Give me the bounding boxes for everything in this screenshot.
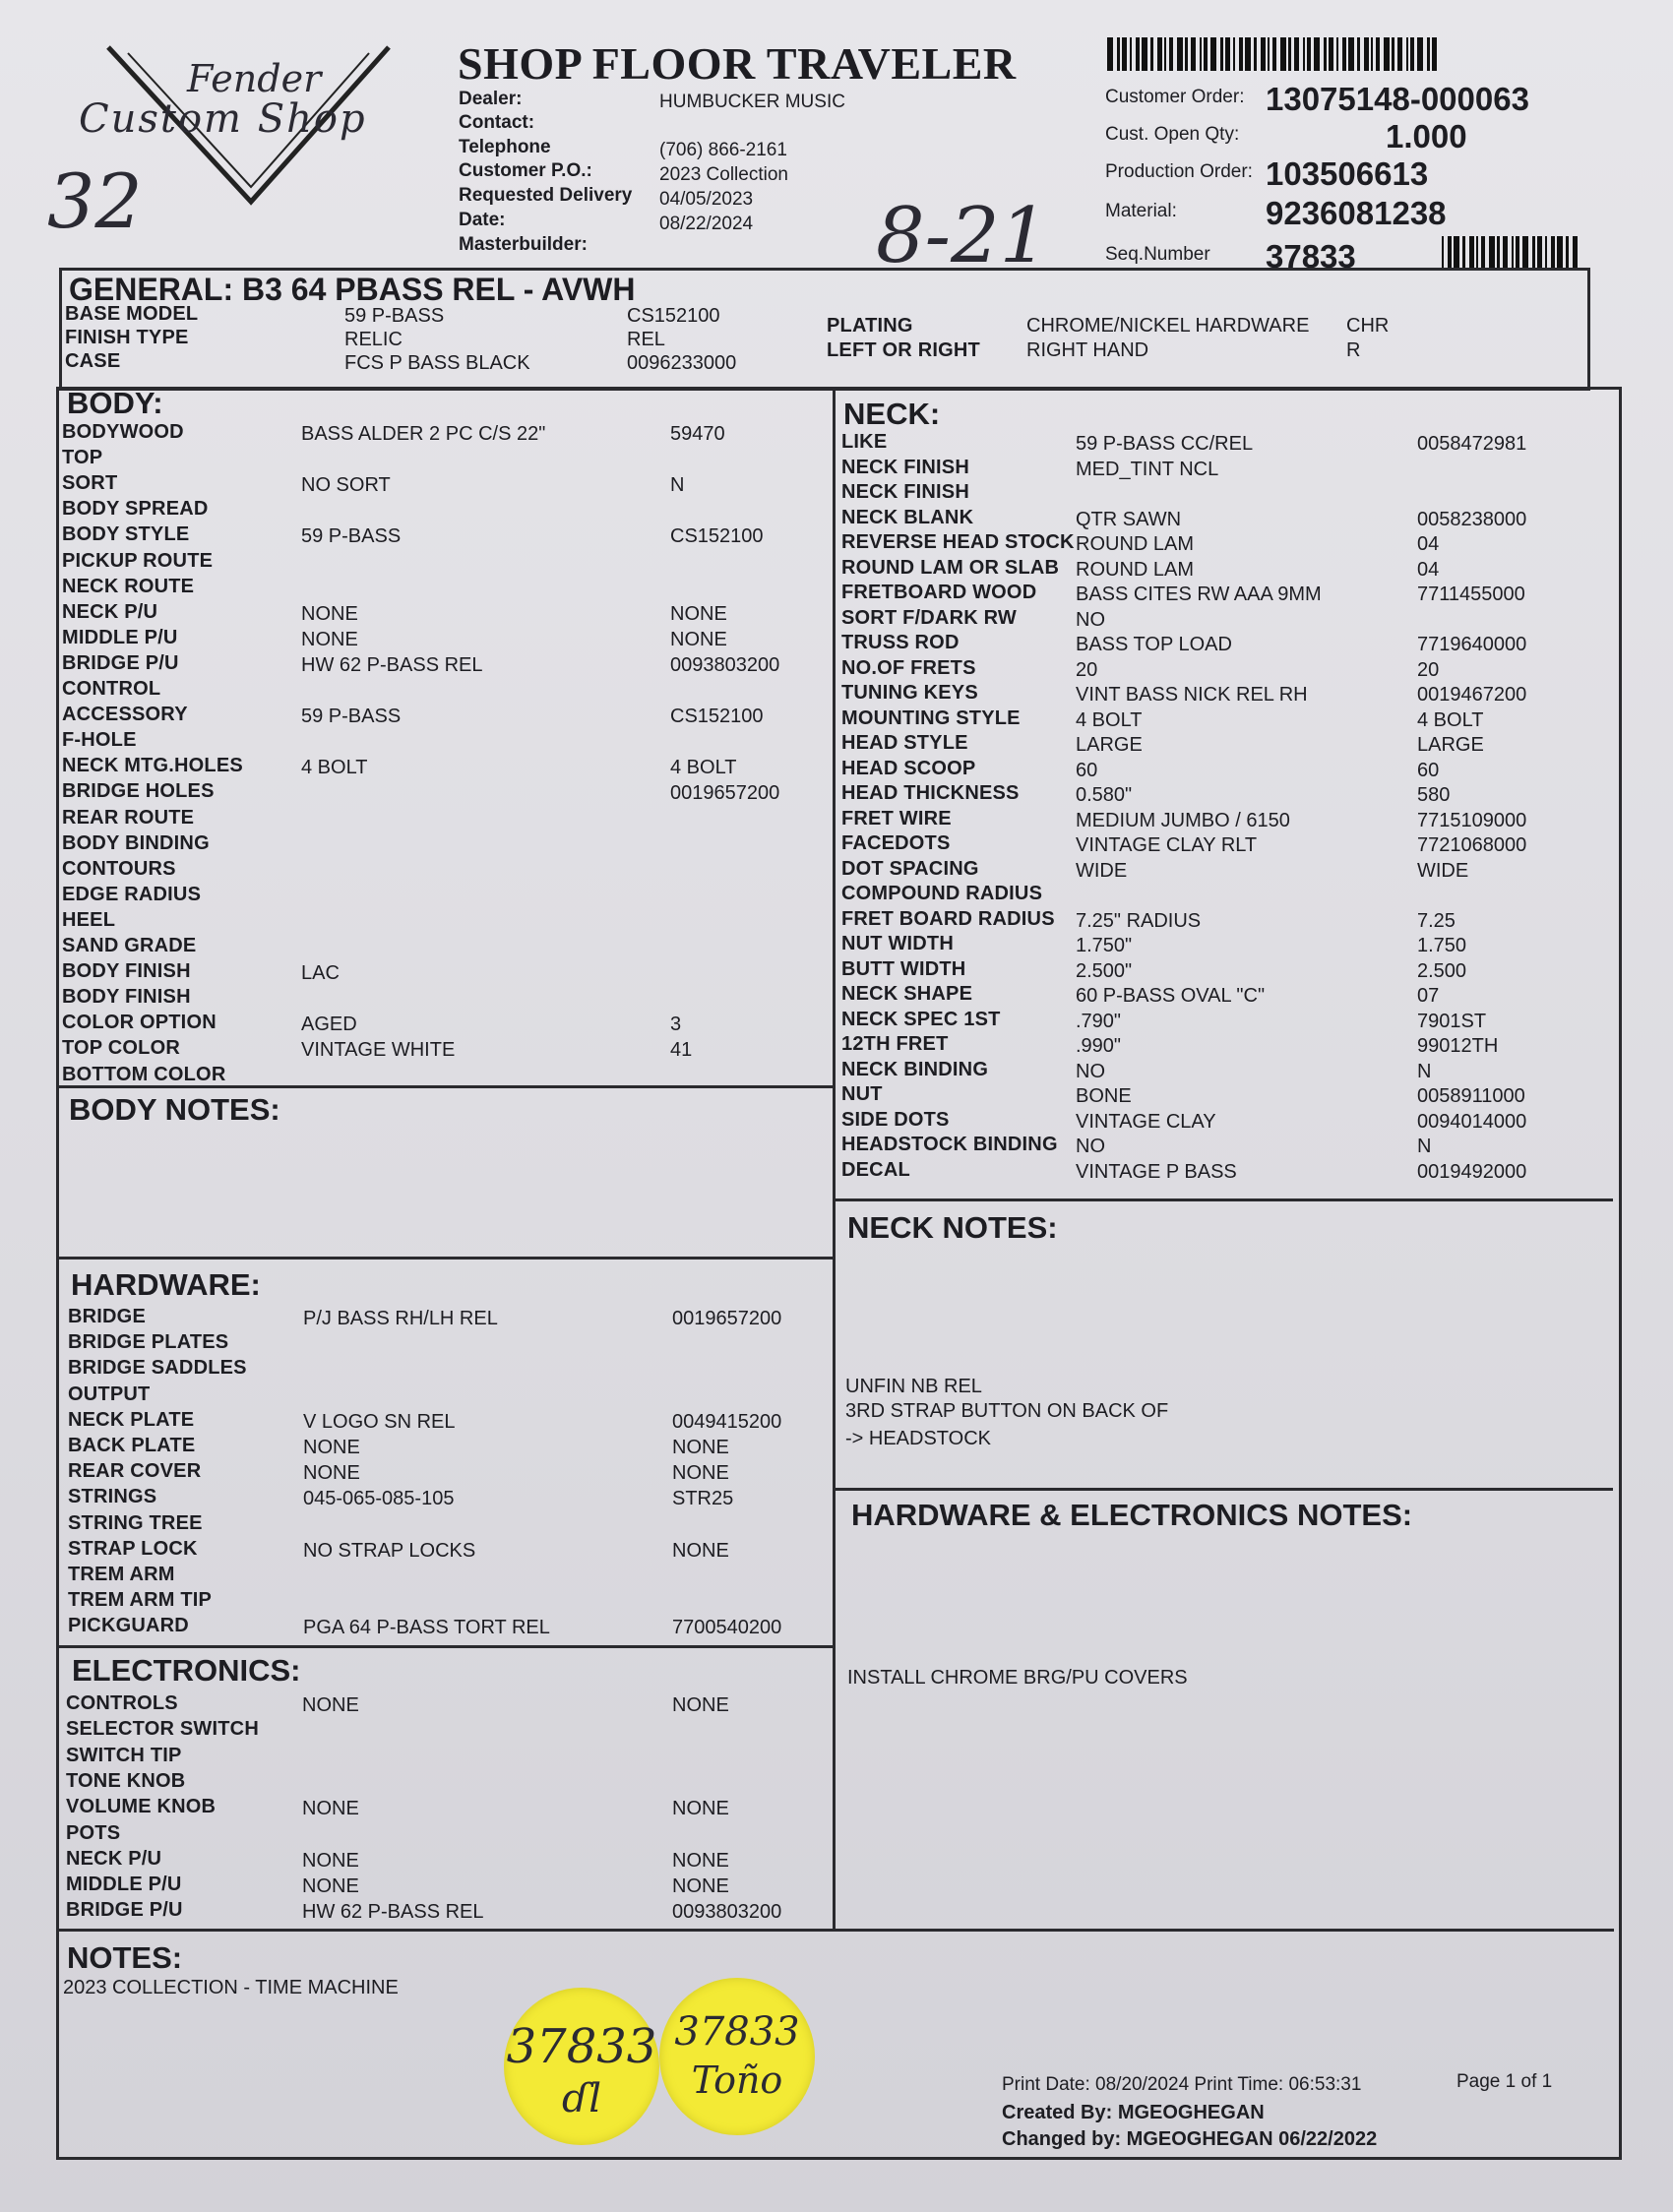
electronics-row-value: NONE xyxy=(302,1798,359,1820)
neck-row-label: BUTT WIDTH xyxy=(841,957,966,980)
requested-delivery-value: 04/05/2023 xyxy=(659,189,754,210)
electronics-row-label: TONE KNOB xyxy=(66,1769,186,1792)
hardware-row-label: OUTPUT xyxy=(68,1382,151,1405)
body-row-value: BASS ALDER 2 PC C/S 22" xyxy=(301,423,546,445)
general-row-label: CASE xyxy=(65,350,121,372)
body-row-value: AGED xyxy=(301,1014,357,1036)
neck-row-code: 60 xyxy=(1417,759,1440,781)
neck-row-code: WIDE xyxy=(1417,859,1469,882)
electronics-row-code: NONE xyxy=(672,1849,729,1872)
body-row-value: LAC xyxy=(301,962,340,985)
neck-row-code: 04 xyxy=(1417,533,1440,555)
neck-row-code: 0019492000 xyxy=(1417,1160,1527,1183)
body-row-label: SORT xyxy=(62,472,118,495)
handwritten-number: 32 xyxy=(47,157,143,245)
barcode-seq xyxy=(1442,236,1580,268)
body-row-label: BODY SPREAD xyxy=(62,498,209,521)
body-row-label: TOP xyxy=(62,447,103,469)
neck-row-label: DOT SPACING xyxy=(841,857,979,880)
hardware-row-label: TREM ARM xyxy=(68,1564,175,1585)
electronics-row-label: MIDDLE P/U xyxy=(66,1874,182,1896)
neck-row-label: LIKE xyxy=(841,431,888,453)
neck-row-label: HEAD SCOOP xyxy=(841,757,976,779)
general-right-row-value: CHROME/NICKEL HARDWARE xyxy=(1026,315,1310,337)
hardware-row-label: STRINGS xyxy=(68,1486,157,1508)
print-info: Print Date: 08/20/2024 Print Time: 06:53:31 xyxy=(1002,2074,1362,2095)
sticker-1-number: 37833 xyxy=(506,2019,657,2074)
document-title: SHOP FLOOR TRAVELER xyxy=(458,38,1017,89)
neck-row-label: SORT F/DARK RW xyxy=(841,606,1017,629)
neck-row-label: SIDE DOTS xyxy=(841,1108,950,1131)
hardware-row-code: STR25 xyxy=(672,1488,734,1510)
neck-row-label: NUT xyxy=(841,1083,883,1105)
neck-row-code: 20 xyxy=(1417,658,1440,681)
hardware-row-code: 0019657200 xyxy=(672,1308,782,1329)
customer-po-label: Customer P.O.: xyxy=(459,160,592,181)
sticker-2-number: 37833 xyxy=(674,2009,800,2055)
neck-note-line: 3RD STRAP BUTTON ON BACK OF xyxy=(845,1400,1169,1422)
requested-delivery-label: Requested Delivery xyxy=(459,185,633,206)
neck-row-code: 04 xyxy=(1417,558,1440,581)
hardware-row-value: NONE xyxy=(303,1437,360,1458)
neck-row-label: COMPOUND RADIUS xyxy=(841,883,1043,904)
neck-row-value: LARGE xyxy=(1076,734,1143,756)
body-row-label: REAR ROUTE xyxy=(62,806,195,829)
neck-row-label: FRET WIRE xyxy=(841,807,952,830)
neck-row-value: ROUND LAM xyxy=(1076,533,1195,555)
general-right-row-label: LEFT OR RIGHT xyxy=(827,339,980,361)
neck-row-value: 20 xyxy=(1076,658,1098,681)
neck-row-code: 4 BOLT xyxy=(1417,708,1484,731)
neck-row-value: VINTAGE CLAY xyxy=(1076,1110,1216,1133)
neck-row-value: 1.750" xyxy=(1076,935,1133,956)
notes-divider xyxy=(59,1929,1614,1932)
seq-sticker-2 xyxy=(659,1978,815,2135)
body-row-label: NECK ROUTE xyxy=(62,575,195,597)
telephone-value: (706) 866-2161 xyxy=(659,140,787,160)
hw-note-line: INSTALL CHROME BRG/PU COVERS xyxy=(847,1667,1188,1689)
body-row-value: NO SORT xyxy=(301,474,391,497)
customer-po-value: 2023 Collection xyxy=(659,164,788,185)
body-row-value: 4 BOLT xyxy=(301,757,368,779)
body-row-label: CONTOURS xyxy=(62,857,176,880)
masterbuilder-label: Masterbuilder: xyxy=(459,234,588,255)
body-row-label: BODY FINISH xyxy=(62,986,191,1009)
hardware-row-label: BRIDGE xyxy=(68,1306,146,1327)
electronics-row-label: NECK P/U xyxy=(66,1847,162,1870)
hardware-row-code: NONE xyxy=(672,1462,729,1485)
dealer-value: HUMBUCKER MUSIC xyxy=(659,92,845,112)
body-row-code: 0019657200 xyxy=(670,782,780,805)
neck-row-value: QTR SAWN xyxy=(1076,508,1182,530)
neck-row-code: 7901ST xyxy=(1417,1010,1487,1032)
neck-row-code: 0058911000 xyxy=(1417,1085,1525,1107)
electronics-row-label: POTS xyxy=(66,1821,121,1844)
electronics-row-code: NONE xyxy=(672,1694,729,1716)
body-row-code: N xyxy=(670,474,685,497)
body-row-label: SAND GRADE xyxy=(62,935,197,956)
general-row-value: RELIC xyxy=(344,329,403,350)
hardware-row-label: STRAP LOCK xyxy=(68,1537,198,1560)
neck-row-label: HEAD THICKNESS xyxy=(841,782,1020,804)
neck-row-value: NO xyxy=(1076,1060,1105,1082)
neck-row-value: .990" xyxy=(1076,1035,1122,1057)
neck-row-label: NECK SHAPE xyxy=(841,983,973,1005)
neck-row-label: MOUNTING STYLE xyxy=(841,707,1021,729)
neck-row-label: NECK BINDING xyxy=(841,1058,989,1080)
body-row-label: BODY STYLE xyxy=(62,523,190,546)
body-row-label: BRIDGE HOLES xyxy=(62,780,215,803)
body-row-label: BOTTOM COLOR xyxy=(62,1063,226,1085)
neck-row-value: BASS CITES RW AAA 9MM xyxy=(1076,584,1322,605)
neck-row-value: ROUND LAM xyxy=(1076,558,1195,581)
barcode-top xyxy=(1107,37,1440,71)
hw-notes-heading: HARDWARE & ELECTRONICS NOTES: xyxy=(851,1498,1413,1532)
production-order-label: Production Order: xyxy=(1105,161,1253,182)
neck-row-code: 99012TH xyxy=(1417,1035,1499,1057)
general-row-value: 59 P-BASS xyxy=(344,305,445,327)
neck-row-value: BASS TOP LOAD xyxy=(1076,634,1232,655)
neck-row-label: NUT WIDTH xyxy=(841,933,954,954)
neck-row-value: VINTAGE P BASS xyxy=(1076,1160,1237,1183)
body-row-label: BRIDGE P/U xyxy=(62,651,179,674)
general-right-row-code: R xyxy=(1346,339,1361,361)
neck-row-label: FRET BOARD RADIUS xyxy=(841,907,1055,930)
hardware-row-value: V LOGO SN REL xyxy=(303,1410,456,1433)
hardware-row-value: 045-065-085-105 xyxy=(303,1488,455,1510)
neck-notes-heading: NECK NOTES: xyxy=(847,1210,1058,1245)
body-row-label: BODY BINDING xyxy=(62,831,210,854)
hardware-row-value: NONE xyxy=(303,1462,360,1485)
neck-row-code: 0094014000 xyxy=(1417,1110,1527,1133)
hardware-row-value: NO STRAP LOCKS xyxy=(303,1539,476,1562)
hardware-row-code: NONE xyxy=(672,1437,729,1458)
material-label: Material: xyxy=(1105,201,1177,221)
neck-row-value: BONE xyxy=(1076,1085,1132,1107)
body-row-label: MIDDLE P/U xyxy=(62,626,178,648)
body-row-label: NECK MTG.HOLES xyxy=(62,755,243,777)
main-frame xyxy=(56,387,1622,2160)
neck-row-label: NECK FINISH xyxy=(841,456,969,478)
body-row-label: BODYWOOD xyxy=(62,421,184,443)
electronics-row-label: SWITCH TIP xyxy=(66,1744,182,1766)
hardware-row-label: REAR COVER xyxy=(68,1460,202,1483)
neck-row-value: VINT BASS NICK REL RH xyxy=(1076,684,1308,706)
body-row-code: 59470 xyxy=(670,423,725,445)
body-row-value: HW 62 P-BASS REL xyxy=(301,653,483,676)
dealer-label: Dealer: xyxy=(459,89,523,109)
neck-row-code: 07 xyxy=(1417,985,1440,1007)
contact-label: Contact: xyxy=(459,112,535,133)
neck-row-label: NO.OF FRETS xyxy=(841,656,976,679)
neck-row-code: 7715109000 xyxy=(1417,809,1527,831)
body-row-code: CS152100 xyxy=(670,706,764,728)
neck-row-label: TRUSS ROD xyxy=(841,632,960,653)
neck-row-value: 60 xyxy=(1076,759,1098,781)
customer-order-label: Customer Order: xyxy=(1105,87,1245,107)
customer-order-value: 13075148-000063 xyxy=(1266,81,1529,117)
body-row-value: NONE xyxy=(301,602,358,625)
body-row-value: 59 P-BASS xyxy=(301,706,402,728)
neck-row-value: VINTAGE CLAY RLT xyxy=(1076,834,1258,856)
body-row-value: 59 P-BASS xyxy=(301,525,402,548)
neck-row-code: 2.500 xyxy=(1417,959,1467,982)
electronics-row-value: NONE xyxy=(302,1849,359,1872)
general-heading: GENERAL: B3 64 PBASS REL - AVWH xyxy=(69,272,636,307)
neck-row-label: HEAD STYLE xyxy=(841,732,968,754)
hw-notes-divider xyxy=(836,1488,1613,1491)
neck-row-label: FRETBOARD WOOD xyxy=(841,582,1037,603)
center-divider xyxy=(833,387,836,1932)
neck-row-value: 60 P-BASS OVAL "C" xyxy=(1076,985,1266,1007)
body-row-value: NONE xyxy=(301,628,358,650)
page-number: Page 1 of 1 xyxy=(1456,2071,1553,2092)
hardware-row-code: 0049415200 xyxy=(672,1410,782,1433)
neck-row-value: 7.25" RADIUS xyxy=(1076,909,1202,932)
body-row-value: VINTAGE WHITE xyxy=(301,1039,456,1062)
body-notes-heading: BODY NOTES: xyxy=(69,1092,280,1127)
neck-row-code: 7.25 xyxy=(1417,909,1456,932)
hardware-row-label: NECK PLATE xyxy=(68,1408,195,1431)
body-row-code: 3 xyxy=(670,1014,682,1036)
body-row-code: NONE xyxy=(670,628,727,650)
neck-row-label: TUNING KEYS xyxy=(841,682,978,704)
hardware-row-label: STRING TREE xyxy=(68,1511,203,1534)
seq-number-value: 37833 xyxy=(1266,238,1356,275)
neck-row-value: 4 BOLT xyxy=(1076,708,1143,731)
body-row-code: 4 BOLT xyxy=(670,757,737,779)
neck-row-label: NECK BLANK xyxy=(841,506,974,528)
neck-row-code: 0058238000 xyxy=(1417,508,1527,530)
general-row-label: FINISH TYPE xyxy=(65,327,189,348)
body-row-code: 41 xyxy=(670,1039,693,1062)
date-label: Date: xyxy=(459,210,506,230)
neck-row-label: HEADSTOCK BINDING xyxy=(841,1134,1058,1155)
neck-row-code: 7719640000 xyxy=(1417,634,1527,655)
neck-row-code: N xyxy=(1417,1060,1432,1082)
neck-row-code: 7711455000 xyxy=(1417,584,1525,605)
neck-note-line: UNFIN NB REL xyxy=(845,1376,982,1397)
production-order-value: 103506613 xyxy=(1266,155,1429,192)
neck-row-code: 0058472981 xyxy=(1417,433,1527,455)
notes-line: 2023 COLLECTION - TIME MACHINE xyxy=(63,1977,399,1998)
neck-row-value: NO xyxy=(1076,1136,1105,1157)
neck-row-value: MEDIUM JUMBO / 6150 xyxy=(1076,809,1290,831)
electronics-row-value: NONE xyxy=(302,1694,359,1716)
general-row-code: REL xyxy=(627,329,665,350)
general-row-code: CS152100 xyxy=(627,305,720,327)
neck-heading: NECK: xyxy=(843,397,941,431)
seq-sticker-1 xyxy=(504,1988,659,2145)
seq-number-label: Seq.Number xyxy=(1105,244,1210,265)
hardware-row-value: PGA 64 P-BASS TORT REL xyxy=(303,1617,550,1639)
neck-row-value: .790" xyxy=(1076,1010,1122,1032)
body-row-label: ACCESSORY xyxy=(62,704,188,726)
electronics-row-label: SELECTOR SWITCH xyxy=(66,1718,259,1741)
electronics-row-value: HW 62 P-BASS REL xyxy=(302,1901,484,1924)
date-value: 08/22/2024 xyxy=(659,214,754,234)
handwritten-date: 8-21 xyxy=(876,192,1049,280)
neck-row-label: REVERSE HEAD STOCK xyxy=(841,531,1075,553)
general-right-row-label: PLATING xyxy=(827,315,913,337)
neck-row-code: LARGE xyxy=(1417,734,1484,756)
hardware-row-code: 7700540200 xyxy=(672,1617,782,1639)
hardware-row-value: P/J BASS RH/LH REL xyxy=(303,1308,498,1329)
hardware-row-label: TREM ARM TIP xyxy=(68,1589,213,1612)
electronics-divider xyxy=(59,1645,833,1648)
hardware-row-label: PICKGUARD xyxy=(68,1615,189,1637)
changed-by: Changed by: MGEOGHEGAN 06/22/2022 xyxy=(1002,2128,1378,2150)
open-qty-label: Cust. Open Qty: xyxy=(1105,124,1240,145)
general-row-label: BASE MODEL xyxy=(65,303,199,325)
open-qty-value: 1.000 xyxy=(1386,118,1467,154)
electronics-row-value: NONE xyxy=(302,1875,359,1898)
neck-row-code: 0019467200 xyxy=(1417,684,1527,706)
general-right-row-code: CHR xyxy=(1346,315,1390,337)
neck-row-label: NECK FINISH xyxy=(841,481,969,503)
body-row-label: HEEL xyxy=(62,908,116,931)
electronics-row-label: VOLUME KNOB xyxy=(66,1796,217,1818)
material-value: 9236081238 xyxy=(1266,195,1447,231)
hardware-row-label: BACK PLATE xyxy=(68,1435,196,1456)
body-row-label: TOP COLOR xyxy=(62,1037,180,1060)
general-row-code: 0096233000 xyxy=(627,352,737,374)
neck-row-label: 12TH FRET xyxy=(841,1033,949,1055)
neck-row-value: 0.580" xyxy=(1076,784,1133,806)
electronics-row-code: NONE xyxy=(672,1875,729,1898)
body-row-label: BODY FINISH xyxy=(62,960,191,983)
neck-row-label: ROUND LAM OR SLAB xyxy=(841,556,1060,579)
neck-note-line: -> HEADSTOCK xyxy=(845,1428,991,1449)
body-row-label: F-HOLE xyxy=(62,729,137,752)
body-row-code: 0093803200 xyxy=(670,653,780,676)
body-row-label: EDGE RADIUS xyxy=(62,883,202,905)
body-row-label: COLOR OPTION xyxy=(62,1012,217,1034)
neck-row-code: 7721068000 xyxy=(1417,834,1527,856)
neck-notes-divider xyxy=(836,1198,1613,1201)
general-right-row-value: RIGHT HAND xyxy=(1026,339,1149,361)
electronics-row-label: BRIDGE P/U xyxy=(66,1899,183,1922)
created-by: Created By: MGEOGHEGAN xyxy=(1002,2102,1265,2123)
general-row-value: FCS P BASS BLACK xyxy=(344,352,530,374)
electronics-row-label: CONTROLS xyxy=(66,1692,178,1714)
neck-row-code: 1.750 xyxy=(1417,935,1467,956)
notes-heading: NOTES: xyxy=(67,1940,183,1975)
neck-row-code: 580 xyxy=(1417,784,1451,806)
neck-row-label: DECAL xyxy=(841,1158,910,1181)
logo-fender-text: Fender xyxy=(187,57,322,100)
sticker-1-initials: ɗl xyxy=(561,2076,602,2121)
electronics-heading: ELECTRONICS: xyxy=(72,1653,301,1688)
neck-row-value: 2.500" xyxy=(1076,959,1133,982)
telephone-label: Telephone xyxy=(459,137,551,157)
hardware-heading: HARDWARE: xyxy=(71,1267,261,1302)
neck-row-value: 59 P-BASS CC/REL xyxy=(1076,433,1254,455)
body-heading: BODY: xyxy=(67,386,163,420)
neck-row-label: FACEDOTS xyxy=(841,832,951,854)
logo-custom-shop-text: Custom Shop xyxy=(79,96,367,142)
neck-row-label: NECK SPEC 1ST xyxy=(841,1008,1001,1030)
hardware-row-label: BRIDGE PLATES xyxy=(68,1331,229,1354)
electronics-row-code: 0093803200 xyxy=(672,1901,782,1924)
body-row-label: NECK P/U xyxy=(62,600,158,623)
neck-row-value: NO xyxy=(1076,608,1105,631)
body-row-code: NONE xyxy=(670,602,727,625)
body-row-code: CS152100 xyxy=(670,525,764,548)
body-row-label: CONTROL xyxy=(62,678,161,700)
neck-row-value: WIDE xyxy=(1076,859,1128,882)
neck-row-code: N xyxy=(1417,1136,1432,1157)
neck-row-value: MED_TINT NCL xyxy=(1076,458,1219,480)
electronics-row-code: NONE xyxy=(672,1798,729,1820)
hardware-divider xyxy=(59,1257,833,1260)
hardware-row-label: BRIDGE SADDLES xyxy=(68,1357,247,1380)
sticker-2-name: Toño xyxy=(691,2058,783,2102)
body-row-label: PICKUP ROUTE xyxy=(62,549,214,572)
hardware-row-code: NONE xyxy=(672,1539,729,1562)
